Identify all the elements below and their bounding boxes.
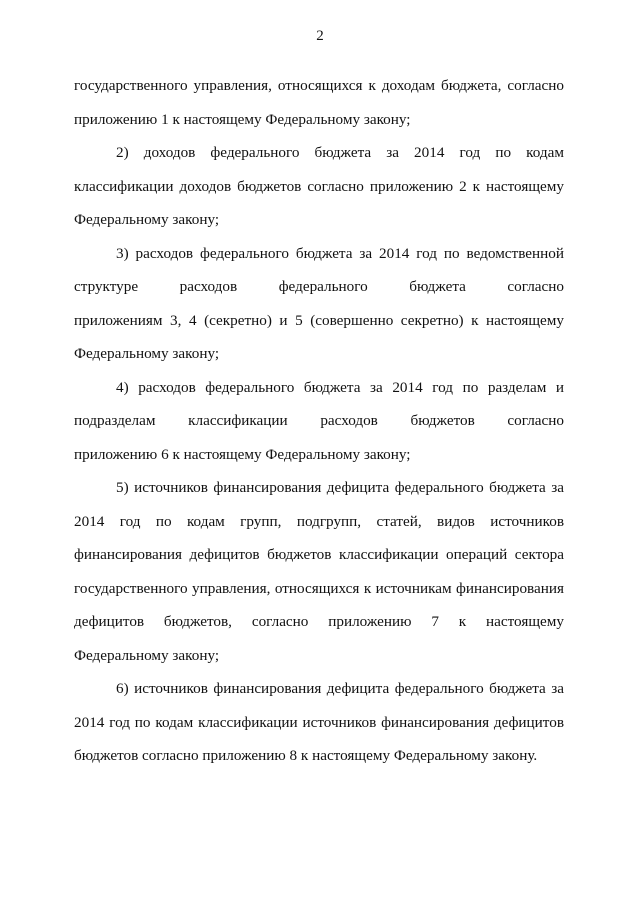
text-line: финансирования дефицитов бюджетов классификации операций сектора xyxy=(74,546,564,563)
text-line: Федеральному закону; xyxy=(74,646,220,664)
text-line: 2) доходов федерального бюджета за 2014 год по кодам xyxy=(116,144,564,161)
text-line: структуре расходов федерального бюджета согласно xyxy=(74,278,564,295)
text-line: приложениям 3, 4 (секретно) и 5 (совершенно секретно) к настоящему xyxy=(74,311,564,329)
list-item-3 xyxy=(74,237,564,371)
list-item-5 xyxy=(74,471,564,672)
text-line: Федеральному закону; xyxy=(74,211,220,228)
list-item-2 xyxy=(74,136,564,237)
paragraph-continuation xyxy=(74,69,564,136)
page-number: 2 xyxy=(316,28,324,44)
text-line: классификации доходов бюджетов согласно приложению 2 к настоящему xyxy=(74,177,564,195)
text-line: 4) расходов федерального бюджета за 2014 год по разделам и xyxy=(116,378,564,396)
text-line: подразделам классификации расходов бюджетов согласно xyxy=(74,412,564,429)
text-line: 6) источников финансирования дефицита федерального бюджета за xyxy=(116,680,564,697)
text-line: государственного управления, относящихся к доходам бюджета, согласно xyxy=(74,77,564,94)
text-line: 2014 год по кодам классификации источников финансирования дефицитов xyxy=(74,713,564,731)
text-line: 2014 год по кодам групп, подгрупп, статей, видов источников xyxy=(74,512,564,530)
text-line: 5) источников финансирования дефицита федерального бюджета за xyxy=(116,479,564,496)
text-line: приложению 1 к настоящему Федеральному закону; xyxy=(74,110,411,128)
text-line: дефицитов бюджетов, согласно приложению 7 к настоящему xyxy=(74,613,564,630)
text-line: приложению 6 к настоящему Федеральному закону; xyxy=(74,445,411,463)
text-line: Федеральному закону; xyxy=(74,345,220,362)
document-body xyxy=(74,69,564,773)
text-line: бюджетов согласно приложению 8 к настоящему Федеральному закону. xyxy=(74,747,538,764)
list-item-6 xyxy=(74,672,564,773)
text-line: государственного управления, относящихся к источникам финансирования xyxy=(74,579,564,597)
list-item-4 xyxy=(74,371,564,472)
text-line: 3) расходов федерального бюджета за 2014 год по ведомственной xyxy=(116,244,564,262)
